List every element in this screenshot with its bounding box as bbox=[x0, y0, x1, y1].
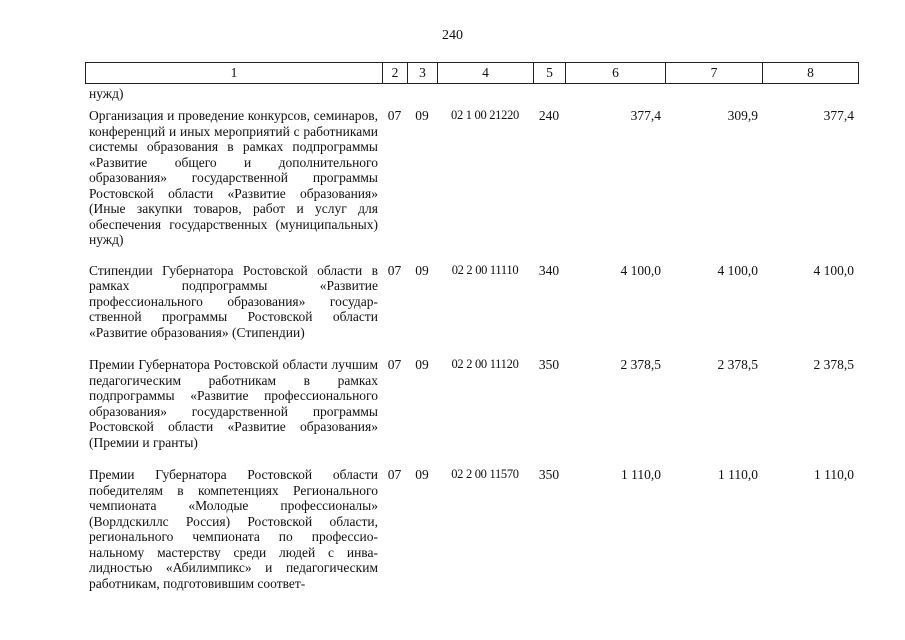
row-target-article-code: 02 2 00 11120 bbox=[451, 357, 519, 371]
budget-table-body bbox=[85, 86, 858, 591]
row-section-code: 07 bbox=[387, 108, 402, 123]
table-row bbox=[85, 108, 858, 248]
row-amount-col6: 377,4 bbox=[630, 108, 661, 123]
row-amount-col7: 4 100,0 bbox=[717, 262, 758, 278]
row-amount-col6: 1 110,0 bbox=[621, 467, 661, 482]
row-subsection-code: 09 bbox=[415, 467, 429, 482]
row-target-article-code: 02 2 00 11570 bbox=[451, 467, 519, 481]
table-row bbox=[85, 263, 858, 341]
row-subsection-code: 09 bbox=[415, 357, 429, 372]
column-header-2: 2 bbox=[383, 63, 408, 83]
row-amount-col7: 2 378,5 bbox=[717, 357, 758, 372]
continued-text: нужд) bbox=[89, 86, 124, 101]
column-header-4: 4 bbox=[438, 63, 534, 83]
row-expense-type-code: 350 bbox=[538, 357, 560, 372]
column-header-7: 7 bbox=[666, 63, 763, 83]
row-amount-col7: 1 110,0 bbox=[718, 467, 758, 482]
column-header-8: 8 bbox=[763, 63, 859, 83]
row-amount-col7: 309,9 bbox=[727, 108, 758, 123]
page-number: 240 bbox=[442, 28, 463, 43]
row-subsection-code: 09 bbox=[415, 108, 429, 123]
row-section-code: 07 bbox=[387, 262, 402, 278]
row-expense-type-code: 340 bbox=[538, 262, 560, 278]
column-header-5: 5 bbox=[534, 63, 566, 83]
row-amount-col8: 1 110,0 bbox=[814, 467, 854, 482]
row-amount-col6: 4 100,0 bbox=[620, 262, 661, 278]
row-amount-col8: 377,4 bbox=[823, 108, 854, 123]
row-amount-col8: 4 100,0 bbox=[813, 262, 854, 278]
column-header-1: 1 bbox=[86, 63, 383, 83]
table-row bbox=[85, 357, 858, 450]
row-expense-type-code: 350 bbox=[538, 467, 560, 482]
row-description: Премии Губернатора Ростовской области победителям в компетенциях Регионального чемпионата «Молодые профессионалы» (Ворлдскиллс Россия) Ростовской области, регионального чемпионата по профессиональному мастерству среди людей с инвалидностью «Абилимпикс» и педагогическим работникам, подготовившим соответ- bbox=[89, 467, 378, 591]
column-header-6: 6 bbox=[566, 63, 666, 83]
row-target-article-code: 02 2 00 11110 bbox=[451, 262, 519, 277]
table-column-header bbox=[85, 62, 859, 84]
row-description: Организация и проведение конкурсов, семинаров, конференций и иных мероприятий с работниками системы образования в рамках подпрограммы «Развитие общего и дополнительного образования» государственной программы Ростовской области «Развитие образования» (Иные закупки товаров, работ и услуг для обеспечения государственных (муниципальных) нужд) bbox=[89, 108, 378, 247]
row-section-code: 07 bbox=[387, 467, 402, 482]
row-amount-col6: 2 378,5 bbox=[620, 357, 661, 372]
row-amount-col8: 2 378,5 bbox=[813, 357, 854, 372]
column-header-3: 3 bbox=[408, 63, 438, 83]
row-expense-type-code: 240 bbox=[538, 108, 560, 123]
row-description: Стипендии Губернатора Ростовской области в рамках подпрограммы «Развитие профессионального образования» государственной программы Ростовской области «Развитие образования» (Стипендии) bbox=[89, 262, 378, 340]
row-section-code: 07 bbox=[387, 357, 402, 372]
row-target-article-code: 02 1 00 21220 bbox=[451, 108, 519, 122]
table-row bbox=[85, 467, 858, 591]
row-description: Премии Губернатора Ростовской области лучшим педагогическим работникам в рамках подпрограммы «Развитие профессионального образования» государственной программы Ростовской области «Развитие образования» (Премии и гранты) bbox=[89, 357, 378, 450]
row-subsection-code: 09 bbox=[415, 262, 429, 278]
